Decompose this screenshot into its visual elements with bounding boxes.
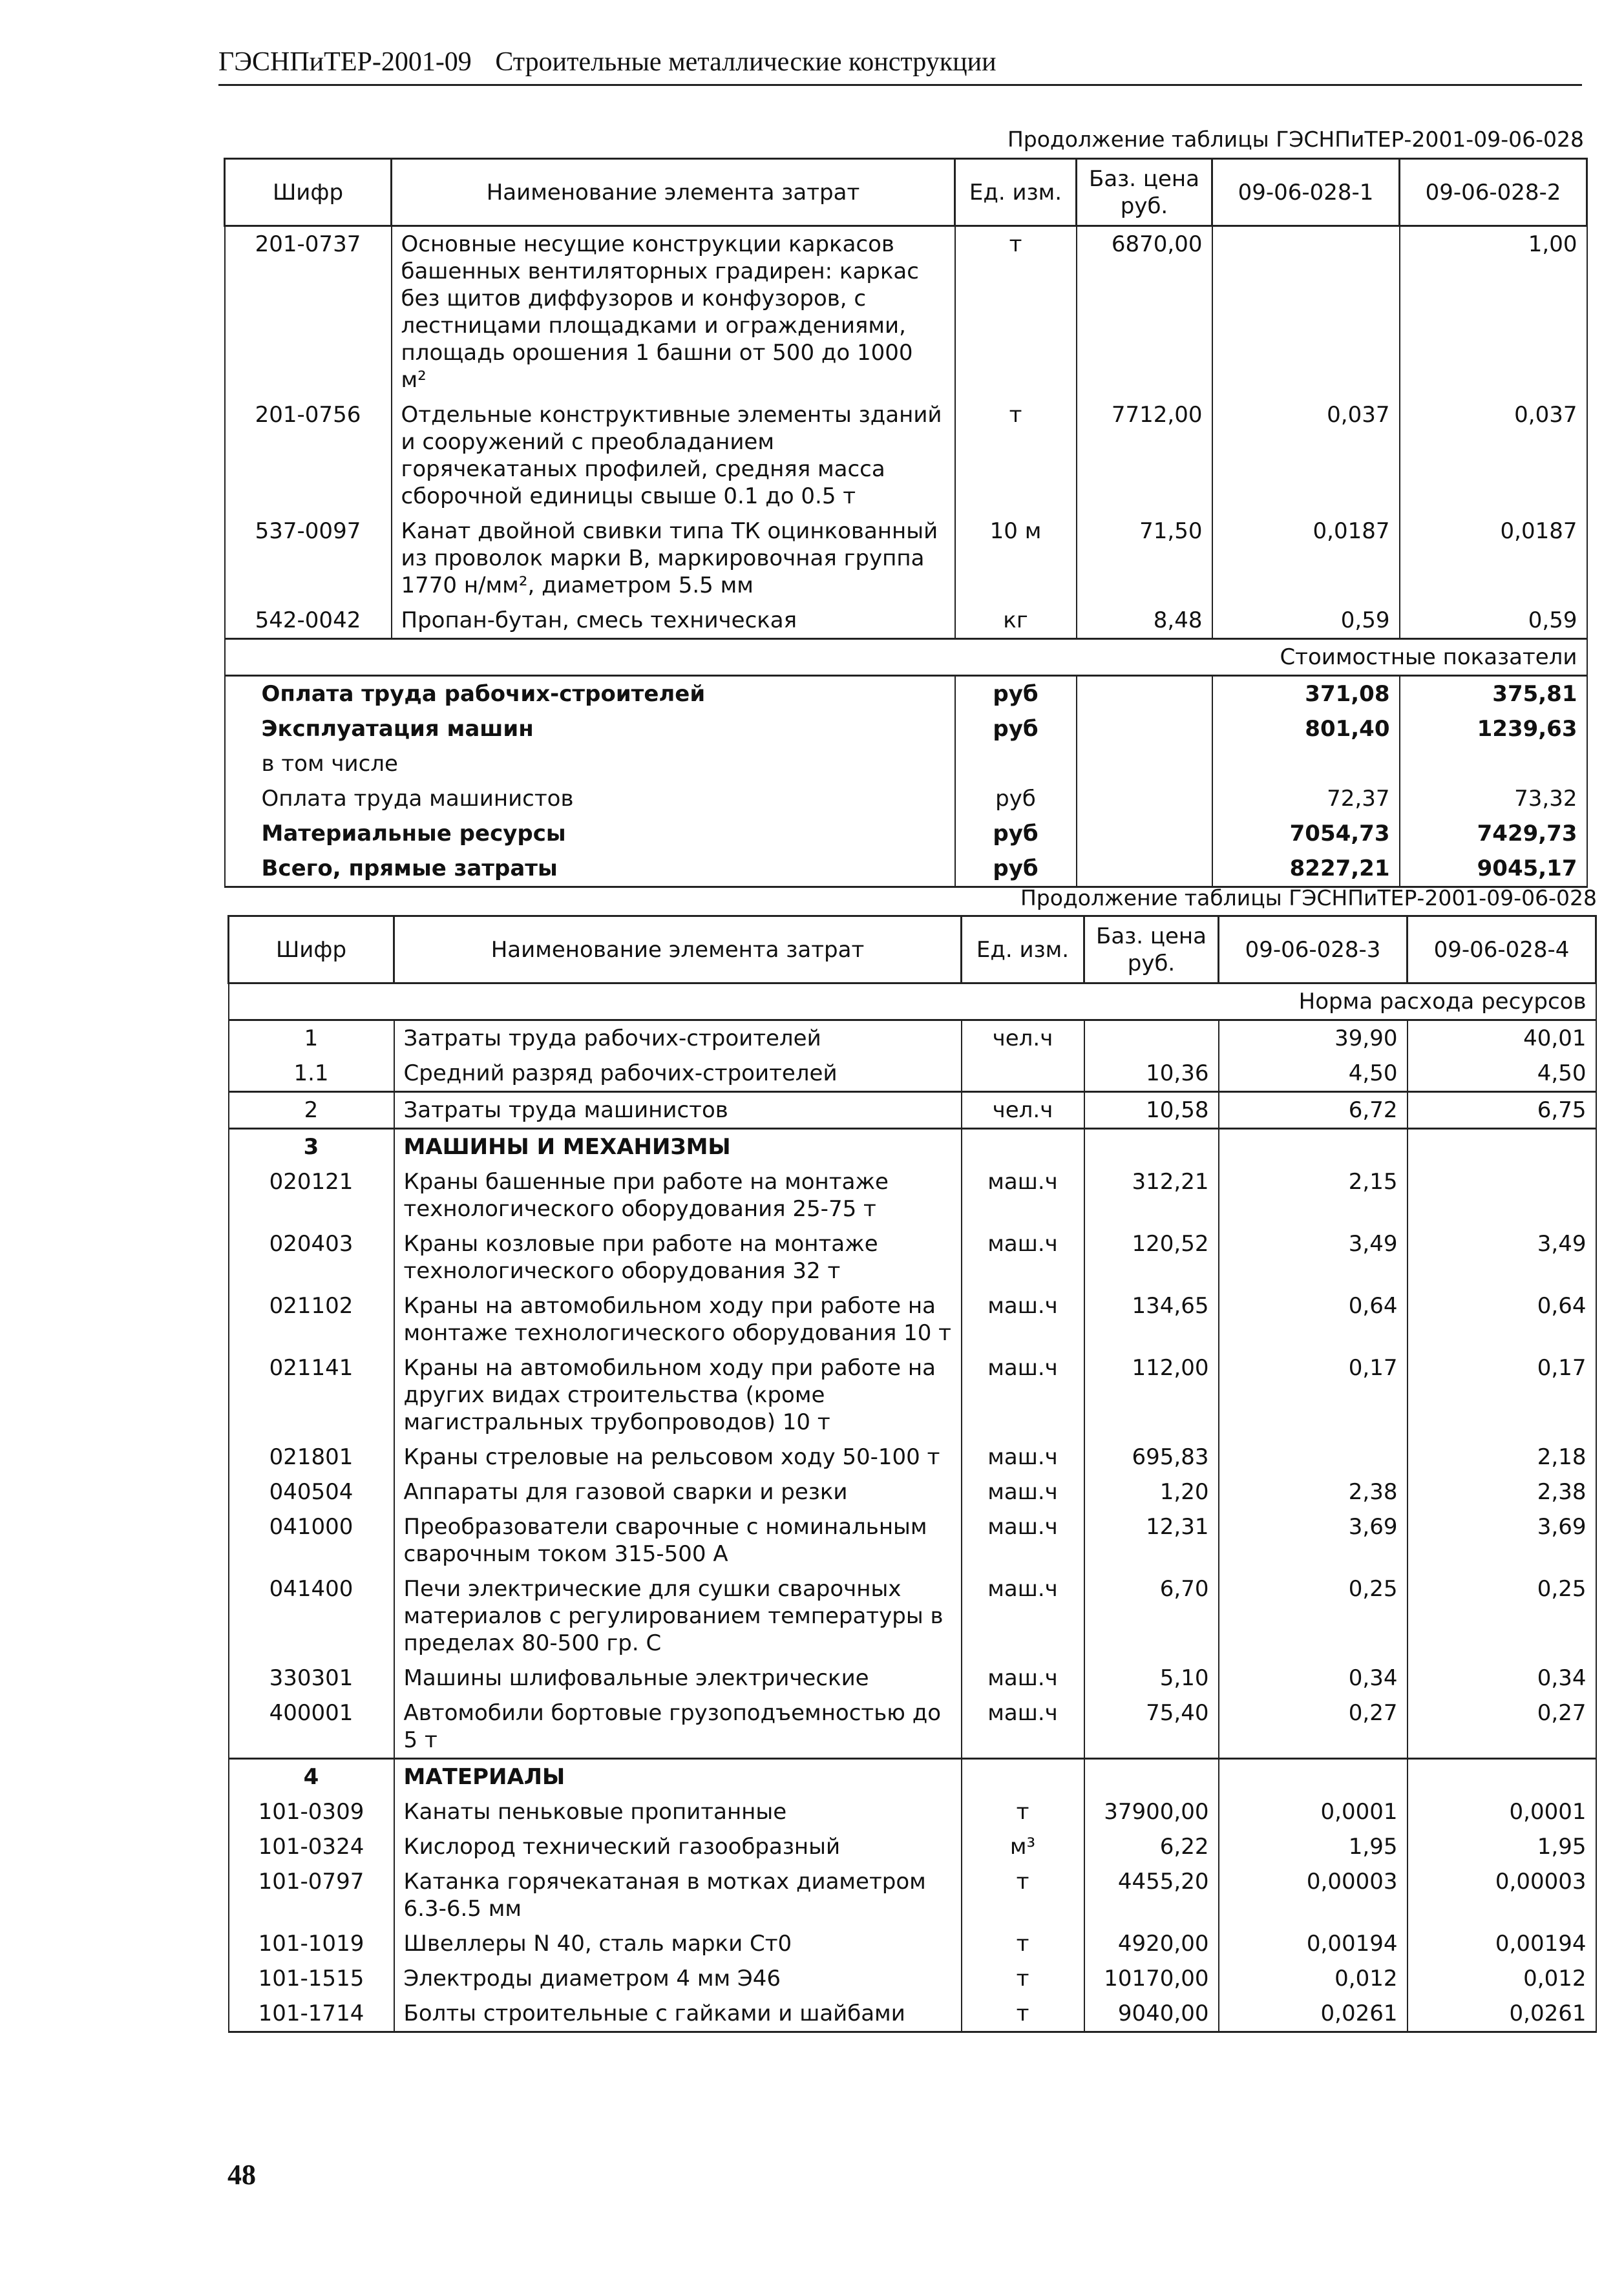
row-name: Краны козловые при работе на монтаже технологического оборудования 32 т (394, 1226, 962, 1288)
row-norm4: 4,50 (1408, 1056, 1596, 1092)
row-norm4: 0,34 (1408, 1661, 1596, 1696)
table-row (229, 1661, 1596, 1696)
header-title: Строительные металлические конструкции (495, 47, 997, 77)
col-unit-header: Ед. изм. (955, 159, 1077, 226)
cost-row (225, 851, 1587, 887)
table-row (229, 1926, 1596, 1961)
cost-price (1077, 816, 1212, 851)
row-unit (962, 1056, 1084, 1092)
row-price (1084, 1759, 1219, 1795)
row-code: 2 (229, 1092, 394, 1129)
col-name-header: Наименование элемента затрат (392, 159, 955, 226)
row-name: Машины шлифовальные электрические (394, 1661, 962, 1696)
row-norm4: 0,17 (1408, 1351, 1596, 1440)
table-row (229, 1475, 1596, 1509)
row-code: 201-0737 (225, 226, 392, 398)
row-norm3: 3,49 (1219, 1226, 1408, 1288)
row-norm3: 2,38 (1219, 1475, 1408, 1509)
row-price: 312,21 (1084, 1164, 1219, 1226)
row-norm3: 0,34 (1219, 1661, 1408, 1696)
row-name: Аппараты для газовой сварки и резки (394, 1475, 962, 1509)
row-unit: 10 м (955, 514, 1077, 603)
col-code-header: Шифр (229, 916, 394, 983)
cost-row (225, 781, 1587, 816)
row-code: 537-0097 (225, 514, 392, 603)
row-norm1: 0,037 (1212, 397, 1400, 514)
row-unit: маш.ч (962, 1351, 1084, 1440)
row-norm3 (1219, 1759, 1408, 1795)
row-price: 134,65 (1084, 1288, 1219, 1351)
row-norm3: 4,50 (1219, 1056, 1408, 1092)
col-price-header: Баз. цена руб. (1084, 916, 1219, 983)
row-unit: кг (955, 603, 1077, 639)
col-norm4-header: 09-06-028-4 (1408, 916, 1596, 983)
row-norm3: 0,17 (1219, 1351, 1408, 1440)
cost-name: Оплата труда рабочих-строителей (225, 676, 955, 712)
row-name: Пропан-бутан, смесь техническая (392, 603, 955, 639)
table-row (229, 1440, 1596, 1475)
table-row (229, 1092, 1596, 1129)
table-row (225, 603, 1587, 639)
row-price: 12,31 (1084, 1509, 1219, 1571)
cost-unit: руб (955, 816, 1077, 851)
table-row (229, 1056, 1596, 1092)
cost-row (225, 746, 1587, 781)
cost-price (1077, 851, 1212, 887)
row-name: Кислород технический газообразный (394, 1829, 962, 1864)
row-code: 101-1714 (229, 1996, 394, 2032)
cost-price (1077, 676, 1212, 712)
row-norm3: 0,64 (1219, 1288, 1408, 1351)
row-price: 71,50 (1077, 514, 1212, 603)
cost-price (1077, 711, 1212, 746)
row-code: 1.1 (229, 1056, 394, 1092)
row-norm4: 0,0001 (1408, 1794, 1596, 1829)
cost-norm2: 375,81 (1400, 676, 1587, 712)
row-name: Автомобили бортовые грузоподъемностью до 5 т (394, 1696, 962, 1759)
row-unit (962, 1759, 1084, 1795)
cost-name: Всего, прямые затраты (225, 851, 955, 887)
row-norm4: 0,64 (1408, 1288, 1596, 1351)
table-row (229, 1288, 1596, 1351)
row-price: 10,58 (1084, 1092, 1219, 1129)
row-code: 101-0797 (229, 1864, 394, 1926)
row-price: 6870,00 (1077, 226, 1212, 398)
cost-unit: руб (955, 851, 1077, 887)
table-row (229, 1696, 1596, 1759)
row-code: 330301 (229, 1661, 394, 1696)
row-norm4: 2,38 (1408, 1475, 1596, 1509)
row-unit: м³ (962, 1829, 1084, 1864)
cost-norm1: 801,40 (1212, 711, 1400, 746)
row-unit: маш.ч (962, 1509, 1084, 1571)
table-row (229, 1794, 1596, 1829)
row-code: 4 (229, 1759, 394, 1795)
row-norm1: 0,59 (1212, 603, 1400, 639)
row-name: Катанка горячекатаная в мотках диаметром 6.3-6.5 мм (394, 1864, 962, 1926)
table1-caption: Продолжение таблицы ГЭСНПиТЕР-2001-09-06-028 (1007, 127, 1584, 152)
cost-price (1077, 746, 1212, 781)
row-name: Основные несущие конструкции каркасов башенных вентиляторных градирен: каркас без щитов диффузоров и конфузоров, с лестницами площадками и ограждениями, площадь орошения 1 башни от 500 до 1000 м² (392, 226, 955, 398)
row-name: Печи электрические для сушки сварочных материалов с регулированием температуры в пределах 80-500 гр. С (394, 1571, 962, 1661)
row-unit: маш.ч (962, 1164, 1084, 1226)
row-code: 021141 (229, 1351, 394, 1440)
row-price (1084, 1020, 1219, 1056)
cost-price (1077, 781, 1212, 816)
row-name: Болты строительные с гайками и шайбами (394, 1996, 962, 2032)
cost-norm2: 1239,63 (1400, 711, 1587, 746)
col-name-header: Наименование элемента затрат (394, 916, 962, 983)
row-norm3 (1219, 1440, 1408, 1475)
table-row (229, 1020, 1596, 1056)
col-unit-header: Ед. изм. (962, 916, 1084, 983)
row-name: Краны на автомобильном ходу при работе на монтаже технологического оборудования 10 т (394, 1288, 962, 1351)
row-code: 542-0042 (225, 603, 392, 639)
cost-norm1 (1212, 746, 1400, 781)
resource-table-2 (227, 915, 1597, 2033)
cost-norm2: 9045,17 (1400, 851, 1587, 887)
table-row (229, 1864, 1596, 1926)
row-norm2: 0,0187 (1400, 514, 1587, 603)
cost-band-row (225, 639, 1587, 676)
col-norm1-header: 09-06-028-1 (1212, 159, 1400, 226)
cost-norm1: 7054,73 (1212, 816, 1400, 851)
row-norm3: 1,95 (1219, 1829, 1408, 1864)
running-header (218, 45, 1582, 86)
cost-norm2 (1400, 746, 1587, 781)
row-unit: т (955, 397, 1077, 514)
row-name: МАТЕРИАЛЫ (394, 1759, 962, 1795)
row-name: Краны башенные при работе на монтаже технологического оборудования 25-75 т (394, 1164, 962, 1226)
row-code: 400001 (229, 1696, 394, 1759)
row-unit: маш.ч (962, 1475, 1084, 1509)
row-price: 9040,00 (1084, 1996, 1219, 2032)
row-code: 201-0756 (225, 397, 392, 514)
cost-unit: руб (955, 711, 1077, 746)
cost-unit: руб (955, 676, 1077, 712)
row-code: 020403 (229, 1226, 394, 1288)
table-row (225, 397, 1587, 514)
row-code: 3 (229, 1129, 394, 1165)
row-name: Отдельные конструктивные элементы зданий и сооружений с преобладанием горячекатаных профилей, средняя масса сборочной единицы свыше 0.1 до 0.5 т (392, 397, 955, 514)
row-price: 4455,20 (1084, 1864, 1219, 1926)
row-unit: чел.ч (962, 1020, 1084, 1056)
row-unit: маш.ч (962, 1226, 1084, 1288)
table-row (229, 1571, 1596, 1661)
row-norm3: 2,15 (1219, 1164, 1408, 1226)
cost-row (225, 711, 1587, 746)
row-norm3: 0,0001 (1219, 1794, 1408, 1829)
row-norm3 (1219, 1129, 1408, 1165)
table-row (225, 226, 1587, 398)
row-norm1 (1212, 226, 1400, 398)
table-row (229, 1226, 1596, 1288)
col-code-header: Шифр (225, 159, 392, 226)
norm-band-label: Норма расхода ресурсов (229, 983, 1596, 1020)
row-price: 6,22 (1084, 1829, 1219, 1864)
cost-norm1: 72,37 (1212, 781, 1400, 816)
cost-norm1: 8227,21 (1212, 851, 1400, 887)
row-norm4 (1408, 1759, 1596, 1795)
row-code: 101-0309 (229, 1794, 394, 1829)
row-norm4 (1408, 1129, 1596, 1165)
cost-unit: руб (955, 781, 1077, 816)
row-unit: т (962, 1961, 1084, 1996)
row-unit: маш.ч (962, 1288, 1084, 1351)
row-code: 021102 (229, 1288, 394, 1351)
col-price-header: Баз. цена руб. (1077, 159, 1212, 226)
row-norm3: 0,27 (1219, 1696, 1408, 1759)
row-price: 1,20 (1084, 1475, 1219, 1509)
row-name: Затраты труда машинистов (394, 1092, 962, 1129)
row-norm2: 1,00 (1400, 226, 1587, 398)
row-norm4: 0,27 (1408, 1696, 1596, 1759)
row-norm4: 40,01 (1408, 1020, 1596, 1056)
row-price: 7712,00 (1077, 397, 1212, 514)
row-code: 041400 (229, 1571, 394, 1661)
col-norm2-header: 09-06-028-2 (1400, 159, 1587, 226)
cost-name: Эксплуатация машин (225, 711, 955, 746)
row-name: МАШИНЫ И МЕХАНИЗМЫ (394, 1129, 962, 1165)
row-norm3: 0,00194 (1219, 1926, 1408, 1961)
row-norm4: 0,00003 (1408, 1864, 1596, 1926)
row-norm4: 0,00194 (1408, 1926, 1596, 1961)
row-norm4 (1408, 1164, 1596, 1226)
row-name: Краны стреловые на рельсовом ходу 50-100 т (394, 1440, 962, 1475)
table-row (225, 514, 1587, 603)
cost-norm1: 371,08 (1212, 676, 1400, 712)
row-name: Краны на автомобильном ходу при работе на других видах строительства (кроме магистральных трубопроводов) 10 т (394, 1351, 962, 1440)
row-name: Электроды диаметром 4 мм Э46 (394, 1961, 962, 1996)
row-code: 021801 (229, 1440, 394, 1475)
row-norm3: 3,69 (1219, 1509, 1408, 1571)
cost-row (225, 676, 1587, 712)
row-name: Канат двойной свивки типа ТК оцинкованный из проволок марки В, маркировочная группа 1770 н/мм², диаметром 5.5 мм (392, 514, 955, 603)
row-norm2: 0,037 (1400, 397, 1587, 514)
row-name: Средний разряд рабочих-строителей (394, 1056, 962, 1092)
cost-table-1 (224, 158, 1588, 888)
row-norm4: 3,49 (1408, 1226, 1596, 1288)
table-row (229, 1164, 1596, 1226)
row-unit: т (962, 1996, 1084, 2032)
section-heading-row (229, 1129, 1596, 1165)
cost-row (225, 816, 1587, 851)
page-number: 48 (227, 2159, 256, 2191)
row-norm4: 3,69 (1408, 1509, 1596, 1571)
row-norm3: 0,0261 (1219, 1996, 1408, 2032)
table-row (229, 1829, 1596, 1864)
row-unit: маш.ч (962, 1661, 1084, 1696)
cost-band-label: Стоимостные показатели (225, 639, 1587, 676)
row-name: Канаты пеньковые пропитанные (394, 1794, 962, 1829)
row-unit: чел.ч (962, 1092, 1084, 1129)
row-code: 040504 (229, 1475, 394, 1509)
row-unit: маш.ч (962, 1440, 1084, 1475)
table-row (229, 1509, 1596, 1571)
row-norm3: 0,25 (1219, 1571, 1408, 1661)
row-norm3: 0,00003 (1219, 1864, 1408, 1926)
row-code: 101-0324 (229, 1829, 394, 1864)
col-norm3-header: 09-06-028-3 (1219, 916, 1408, 983)
cost-norm2: 7429,73 (1400, 816, 1587, 851)
row-code: 020121 (229, 1164, 394, 1226)
row-code: 1 (229, 1020, 394, 1056)
cost-name: Оплата труда машинистов (225, 781, 955, 816)
row-norm1: 0,0187 (1212, 514, 1400, 603)
row-price: 10,36 (1084, 1056, 1219, 1092)
section-heading-row (229, 1759, 1596, 1795)
row-norm4: 6,75 (1408, 1092, 1596, 1129)
row-norm4: 2,18 (1408, 1440, 1596, 1475)
row-price (1084, 1129, 1219, 1165)
row-price: 10170,00 (1084, 1961, 1219, 1996)
row-price: 37900,00 (1084, 1794, 1219, 1829)
row-norm3: 39,90 (1219, 1020, 1408, 1056)
row-price: 112,00 (1084, 1351, 1219, 1440)
row-price: 8,48 (1077, 603, 1212, 639)
row-unit: т (955, 226, 1077, 398)
cost-unit (955, 746, 1077, 781)
row-price: 6,70 (1084, 1571, 1219, 1661)
table-row (229, 1961, 1596, 1996)
row-price: 5,10 (1084, 1661, 1219, 1696)
table2-caption: Продолжение таблицы ГЭСНПиТЕР-2001-09-06-028 (1020, 885, 1597, 910)
row-name: Преобразователи сварочные с номинальным сварочным током 315-500 А (394, 1509, 962, 1571)
row-price: 4920,00 (1084, 1926, 1219, 1961)
row-norm2: 0,59 (1400, 603, 1587, 639)
norm-band-row (229, 983, 1596, 1020)
header-code: ГЭСНПиТЕР-2001-09 (218, 47, 472, 77)
row-unit (962, 1129, 1084, 1165)
cost-name: в том числе (225, 746, 955, 781)
row-norm4: 0,0261 (1408, 1996, 1596, 2032)
row-code: 101-1019 (229, 1926, 394, 1961)
row-norm4: 0,012 (1408, 1961, 1596, 1996)
row-unit: т (962, 1794, 1084, 1829)
row-price: 120,52 (1084, 1226, 1219, 1288)
table-row (229, 1351, 1596, 1440)
row-norm3: 6,72 (1219, 1092, 1408, 1129)
row-price: 695,83 (1084, 1440, 1219, 1475)
row-price: 75,40 (1084, 1696, 1219, 1759)
row-norm3: 0,012 (1219, 1961, 1408, 1996)
row-name: Затраты труда рабочих-строителей (394, 1020, 962, 1056)
row-unit: маш.ч (962, 1696, 1084, 1759)
row-code: 101-1515 (229, 1961, 394, 1996)
row-norm4: 0,25 (1408, 1571, 1596, 1661)
row-code: 041000 (229, 1509, 394, 1571)
cost-norm2: 73,32 (1400, 781, 1587, 816)
row-unit: маш.ч (962, 1571, 1084, 1661)
row-unit: т (962, 1864, 1084, 1926)
cost-name: Материальные ресурсы (225, 816, 955, 851)
row-unit: т (962, 1926, 1084, 1961)
row-name: Швеллеры N 40, сталь марки Ст0 (394, 1926, 962, 1961)
table-row (229, 1996, 1596, 2032)
row-norm4: 1,95 (1408, 1829, 1596, 1864)
